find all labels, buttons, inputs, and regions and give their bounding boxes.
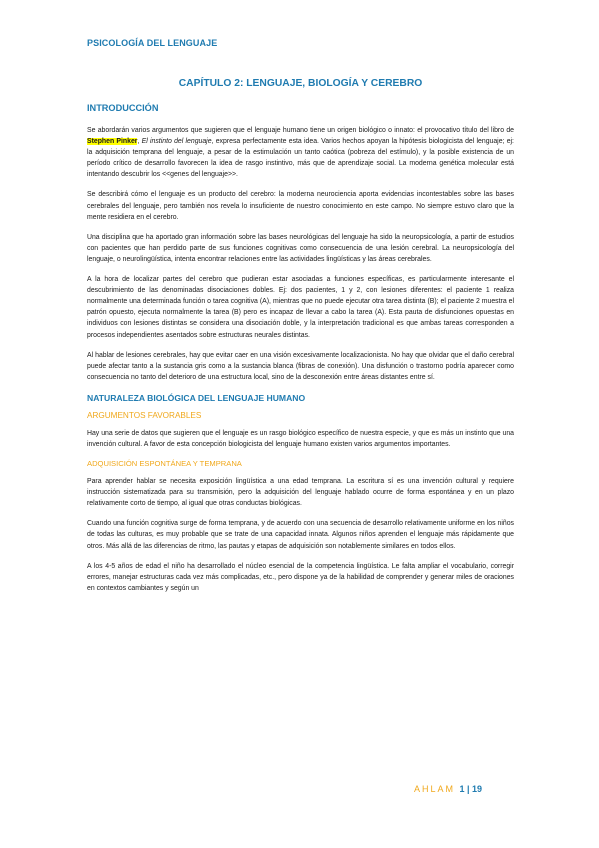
paragraph: Hay una serie de datos que sugieren que el lenguaje es un rasgo biológico específico de nuestra especie, y que es más un instinto que una invención cultural. A favor de esta concepción biologicista del lenguaje humano existen varios argumentos importantes. — [87, 429, 514, 448]
section-heading-introduccion: INTRODUCCIÓN — [87, 103, 159, 113]
subsection-heading-argumentos: ARGUMENTOS FAVORABLES — [87, 410, 202, 420]
paragraph: A los 4-5 años de edad el niño ha desarrollado el núcleo esencial de la competencia lingüística. Le falta ampliar el vocabulario, corregir errores, manejar estructuras cada vez más complicadas, etc., pero dispone ya de la habilidad de comprender y generar miles de oraciones en contextos cambiantes y según un — [87, 562, 514, 592]
paragraph: Una disciplina que ha aportado gran información sobre las bases neurológicas del lenguaje ha sido la neuropsicología, a partir de estudios con pacientes que han perdido parte de sus funciones cognitivas como consecuencia de una lesión cerebral. La neuropsicología del lenguaje, o neurolingüística, intenta encontrar relaciones entre las actividades lingüísticas y las áreas cerebrales. — [87, 233, 514, 263]
running-header: PSICOLOGÍA DEL LENGUAJE — [87, 38, 218, 48]
highlighted-author: Stephen Pinker — [87, 138, 138, 146]
paragraph: A la hora de localizar partes del cerebro que pudieran estar asociadas a funciones específicas, es particularmente interesante el descubrimiento de las denominadas disociaciones dobles. Ej: dos pacientes, 1 y 2, con lesiones diferentes: el paciente 1 realiza normalmente una determinada función o tarea cognitiva (A), mientras que no puede ejecutar otra tarea distinta (B); el paciente 2 muestra el patrón opuesto, ejecuta normalmente la tarea (B) pero es incapaz de llevar a cabo la tarea (A). Esta pauta de disfunciones opuestas en individuos con lesiones distintas se considera una disociación doble, y la interpretación tradicional es que ambas tareas corresponden a procesos independientes asentados sobre estructuras neurales distintas. — [87, 276, 514, 339]
paragraph-text: , expresa perfectamente esta idea. Varios hechos apoyan la hipótesis biologicista del lenguaje; ej: la adquisición temprana del lenguaje, a pesar de la estimulación un tanto caótica (pobreza del estímulo), y la posible existencia de un período crítico de desarrollo favorecen la idea de rasgo instintivo, más que de aprendizaje social. La moderna genética molecular está intentando descubrir los <<genes del lenguaje>>. — [87, 138, 514, 179]
paragraph: Para aprender hablar se necesita exposición lingüística a una edad temprana. La escritura sí es una invención cultural y requiere instrucción sistematizada para su transmisión, pero la adquisición del lenguaje hablado ocurre de forma espontánea y en un plazo relativamente corto de tiempo, al igual que otras conductas biológicas. — [87, 478, 514, 508]
page-content — [87, 78, 514, 603]
page-footer — [414, 784, 482, 794]
paragraph: Al hablar de lesiones cerebrales, hay que evitar caer en una visión excesivamente localizacionista. No hay que olvidar que el daño cerebral puede afectar tanto a la sustancia gris como a la sustancia blanca (fibras de conexión). Una disfunción o trastorno podría aparecer como consecuencia no tanto del deterioro de una estructura local, sino de la desconexión entre áreas distantes entre sí. — [87, 351, 514, 381]
footer-author: AHLAM — [414, 784, 456, 794]
paragraph: Se describirá cómo el lenguaje es un producto del cerebro: la moderna neurociencia aporta evidencias incontestables sobre las bases cerebrales del lenguaje, pero también nos revela lo insuficiente de nuestro conocimiento en este campo. No siempre estuvo claro que la mente residiera en el cerebro. — [87, 191, 514, 221]
book-title: El instinto del lenguaje — [141, 138, 212, 146]
subsection-heading-adquisicion: ADQUISICIÓN ESPONTÁNEA Y TEMPRANA — [87, 459, 242, 469]
chapter-title: CAPÍTULO 2: LENGUAJE, BIOLOGÍA Y CEREBRO — [178, 78, 423, 89]
section-heading-naturaleza: NATURALEZA BIOLÓGICA DEL LENGUAJE HUMANO — [87, 392, 306, 403]
paragraph-text: , — [137, 138, 142, 146]
page-number: 1 | 19 — [459, 784, 483, 794]
paragraph — [87, 125, 514, 180]
paragraph-text: Se abordarán varios argumentos que sugieren que el lenguaje humano tiene un origen biológico o innato: el provocativo título del libro de — [87, 127, 514, 134]
paragraph: Cuando una función cognitiva surge de forma temprana, y de acuerdo con una secuencia de desarrollo relativamente uniforme en los niños de todas las culturas, es muy probable que se trate de una capacidad innata. Algunos niños aprenden el lenguaje más rápidamente que otros. Más allá de las diferencias de ritmo, las pautas y etapas de adquisición son notablemente similares en todos ellos. — [87, 520, 514, 550]
